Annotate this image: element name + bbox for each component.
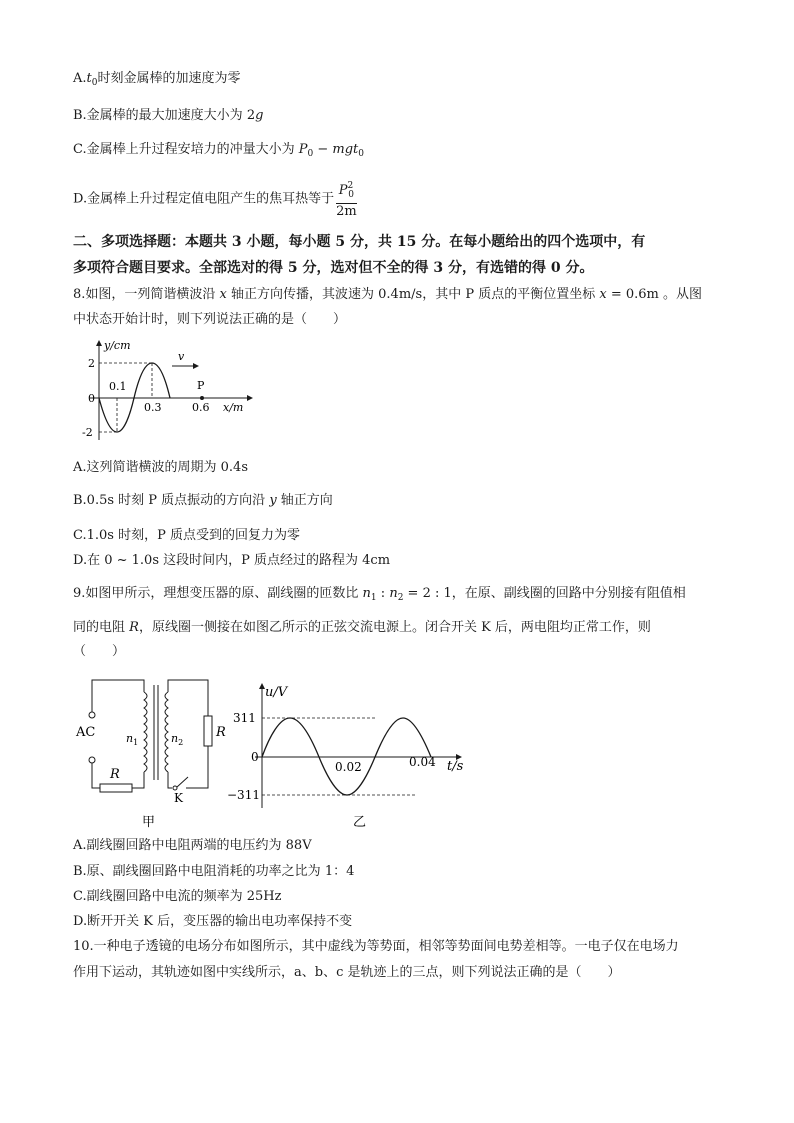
q9-ac-label: AC bbox=[76, 725, 96, 740]
q8-p-label: P bbox=[197, 379, 205, 392]
q8-point-p bbox=[200, 396, 204, 400]
q10-stem-line2: 作用下运动，其轨迹如图中实线所示，a、b、c 是轨迹上的三点，则下列说法正确的是（ ） bbox=[73, 965, 621, 980]
q9-primary-resistor bbox=[100, 784, 132, 792]
q8-wave-graph bbox=[80, 335, 260, 445]
q9-n1-label: $n_1$ bbox=[126, 732, 139, 747]
q8-x-tick-06: 0.6 bbox=[192, 401, 210, 414]
q9-y-tick-311: 311 bbox=[233, 711, 256, 725]
section2-heading-line2: 多项符合题目要求。全部选对的得 5 分，选对但不全的得 3 分，有选错的得 0 分。 bbox=[73, 260, 594, 276]
q9-k-label: K bbox=[174, 791, 183, 805]
q8-option-d: D.在 0 ~ 1.0s 这段时间内，P 质点经过的路程为 4cm bbox=[73, 553, 391, 568]
q9-stem-line2: 同的电阻 R，原线圈一侧接在如图乙所示的正弦交流电源上。闭合开关 K 后，两电阻均正常工作，则 bbox=[73, 620, 651, 635]
q8-y-tick-2: 2 bbox=[88, 357, 95, 370]
q7-option-c: C.金属棒上升过程安培力的冲量大小为 $P_0 - mgt_0$ bbox=[73, 142, 365, 159]
q9-primary-coil bbox=[144, 692, 147, 772]
q8-x-tick-03: 0.3 bbox=[144, 401, 162, 414]
section2-heading-line1: 二、多项选择题：本题共 3 小题，每小题 5 分，共 15 分。在每小题给出的四个选项中，有 bbox=[73, 234, 646, 250]
q9-stem-line3: （ ） bbox=[73, 644, 126, 659]
q8-x-label: x/m bbox=[223, 401, 244, 414]
q9-y-tick-neg311: −311 bbox=[227, 788, 260, 802]
q8-y-tick-neg2: -2 bbox=[82, 426, 93, 439]
q8-option-a: A.这列简谐横波的周期为 0.4s bbox=[73, 460, 248, 475]
q9-t-label: t/s bbox=[447, 759, 464, 774]
q9-option-d: D.断开开关 K 后，变压器的输出电功率保持不变 bbox=[73, 914, 353, 929]
q8-v-label: v bbox=[178, 350, 185, 363]
q8-stem-line1: 8.如图，一列简谐横波沿 x 轴正方向传播，其波速为 0.4m/s，其中 P 质点的平衡位置坐标 x = 0.6m 。从图 bbox=[73, 287, 702, 302]
q8-y-label: y/cm bbox=[104, 339, 131, 352]
q7-option-d: D.金属棒上升过程定值电阻产生的焦耳热等于 $\frac{P^2_0}{2m}$ bbox=[73, 178, 357, 220]
q9-stem-line1: 9.如图甲所示，理想变压器的原、副线圈的匝数比 $n_1$ : $n_2 = 2$ : 1，在原、副线圈的回路中分别接有阻值相 bbox=[73, 586, 686, 603]
q9-u-label: u/V bbox=[265, 685, 288, 700]
q9-r1-label: R bbox=[110, 767, 120, 782]
q9-secondary-resistor bbox=[204, 716, 212, 746]
q8-stem-line2: 中状态开始计时，则下列说法正确的是（ ） bbox=[73, 312, 347, 327]
q9-r2-label: R bbox=[216, 725, 226, 740]
q9-option-a: A.副线圈回路中电阻两端的电压约为 88V bbox=[73, 838, 312, 853]
q9-switch-k bbox=[177, 777, 188, 787]
q9-y-tick-0: 0 bbox=[251, 750, 259, 764]
q8-option-c: C.1.0s 时刻，P 质点受到的回复力为零 bbox=[73, 528, 300, 543]
q9-voltage-graph bbox=[225, 680, 475, 832]
q9-caption-jia: 甲 bbox=[142, 815, 156, 830]
q7-fraction: $\frac{P^2_0}{2m}$ bbox=[336, 178, 357, 220]
q9-circuit-diagram bbox=[74, 670, 224, 832]
q7-option-a: $A.t_0$时刻金属棒的加速度为零 bbox=[73, 71, 241, 88]
q8-y-tick-0: 0 bbox=[88, 392, 95, 405]
q10-stem-line1: 10.一种电子透镜的电场分布如图所示，其中虚线为等势面，相邻等势面间电势差相等。一电子仅在电场力 bbox=[73, 939, 679, 954]
q9-x-tick-004: 0.04 bbox=[409, 755, 436, 769]
q9-n2-label: $n_2$ bbox=[171, 732, 184, 747]
q9-caption-yi: 乙 bbox=[353, 815, 367, 830]
q9-secondary-coil bbox=[165, 692, 168, 772]
q8-x-tick-01: 0.1 bbox=[109, 380, 127, 393]
q9-option-c: C.副线圈回路中电流的频率为 25Hz bbox=[73, 889, 282, 904]
q9-x-tick-002: 0.02 bbox=[335, 760, 362, 774]
q9-option-b: B.原、副线圈回路中电阻消耗的功率之比为 1：4 bbox=[73, 864, 355, 879]
q7-option-b: B.金属棒的最大加速度大小为 2g bbox=[73, 108, 264, 123]
q8-option-b: B.0.5s 时刻 P 质点振动的方向沿 y 轴正方向 bbox=[73, 493, 333, 508]
